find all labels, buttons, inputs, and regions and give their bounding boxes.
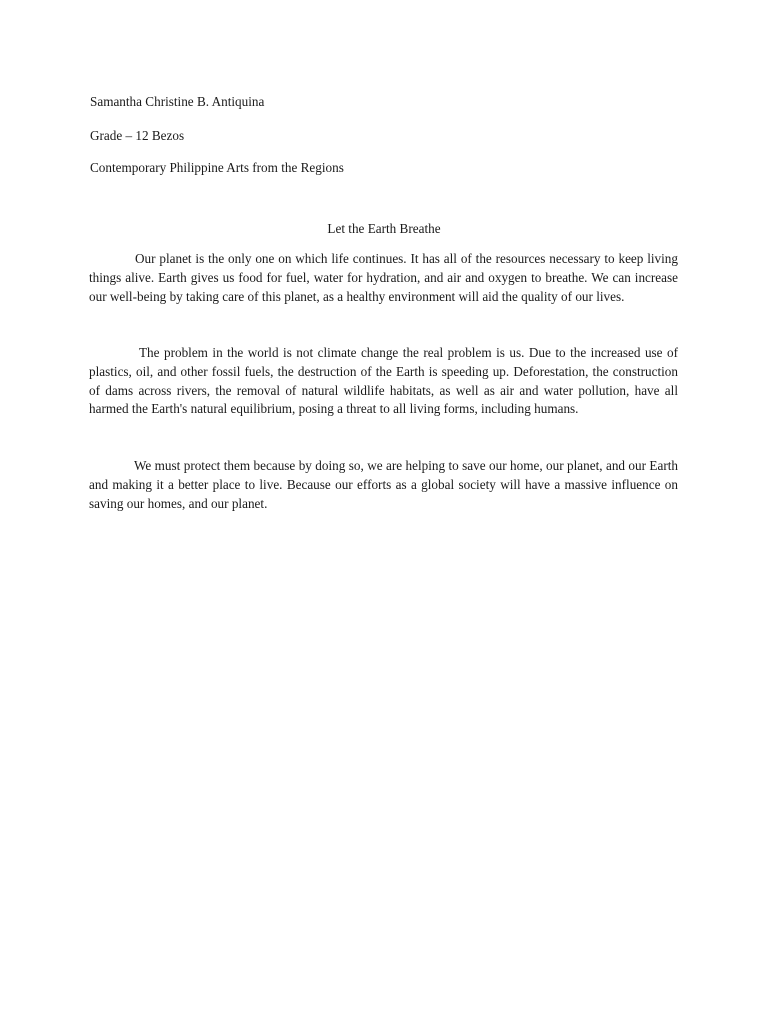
essay-paragraph: The problem in the world is not climate change the real problem is us. Due to the increased use of plastics, oil, and other fossil fuels, the destruction of the Earth is speeding up. Deforestation, the construction of dams across rivers, the removal of natural wildlife habitats, as well as air and water pollution, have all harmed the Earth's natural equilibrium, posing a threat to all living forms, including humans. — [89, 345, 678, 417]
essay-paragraph: Our planet is the only one on which life continues. It has all of the resources necessary to keep living things alive. Earth gives us food for fuel, water for hydration, and air and oxygen to breathe. We can increase our well-being by taking care of this planet, as a healthy environment will aid the quality of our lives. — [89, 251, 678, 304]
subject-name: Contemporary Philippine Arts from the Regions — [90, 160, 344, 175]
author-name: Samantha Christine B. Antiquina — [90, 94, 265, 109]
essay-title: Let the Earth Breathe — [327, 221, 441, 236]
essay-paragraph: We must protect them because by doing so, we are helping to save our home, our planet, and our Earth and making it a better place to live. Because our efforts as a global society will have a massive influence on saving our homes, and our planet. — [89, 458, 678, 511]
grade-section: Grade – 12 Bezos — [90, 128, 185, 143]
